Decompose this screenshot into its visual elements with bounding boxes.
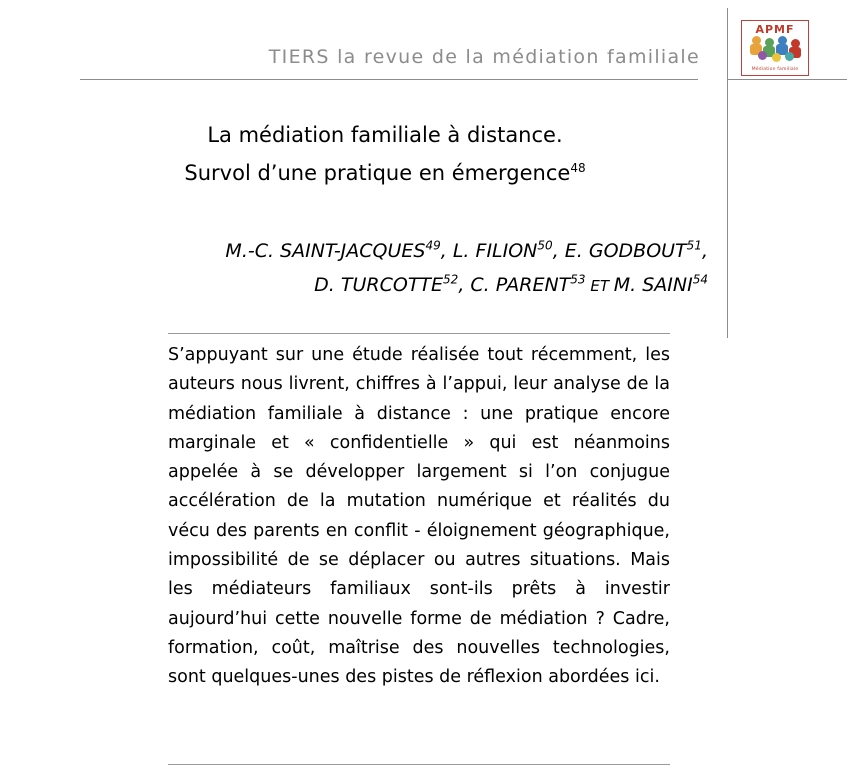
author-list [120,234,708,303]
author-line-2 [120,268,708,303]
article-title-line-2 [60,154,710,192]
author-saint-jacques: M.-C. SAINT-JACQUES [225,240,426,262]
abstract-rule-bottom [168,764,670,765]
article-title-line-2-text: Survol d’une pratique en émergence [184,161,571,185]
header-horizontal-rule [80,79,698,80]
article-title [60,116,710,192]
author-sep-4: , C. PARENT [458,274,571,296]
abstract-text: S’appuyant sur une étude réalisée tout récemment, les auteurs nous livrent, chiffres à l’appui, leur analyse de la médiation familiale à distance : une pratique encore marginale et « confidentielle » qui est néanmoins appelée à se développer largement si l’on conjugue accélération de la mutation numérique et réalités du vécu des parents en conflit - éloignement géographique, impossibilité de se déplacer ou autres situations. Mais les médiateurs familiaux sont-ils prêts à investir aujourd’hui cette nouvelle forme de médiation ? Cadre, formation, coût, maîtrise des nouvelles technologies, sont quelques-unes des pistes de réflexion abordées ici. [168,345,670,688]
author-sep-2: , E. GODBOUT [552,240,687,262]
author-turcotte: D. TURCOTTE [314,274,444,296]
header-right-rule [727,79,847,80]
apmf-logo [741,20,809,76]
article-title-footnote: 48 [570,161,586,175]
header-vertical-rule [727,8,728,338]
author-footnote-49: 49 [425,238,441,253]
author-footnote-53: 53 [570,272,586,287]
logo-wordmark: APMF [755,23,795,36]
author-conjunction: ET [585,277,614,295]
author-footnote-54: 54 [692,272,708,287]
abstract-rule-top [168,333,670,334]
page-header [0,0,847,88]
logo-figure-group [750,36,802,62]
author-line-1 [120,234,708,268]
author-footnote-51: 51 [686,238,702,253]
author-sep-3: , [701,240,708,262]
author-saini: M. SAINI [613,274,693,296]
author-footnote-52: 52 [443,272,459,287]
logo-subtitle: Médiation familiale [751,67,799,72]
author-sep-1: , L. FILION [440,240,538,262]
article-title-line-1: La médiation familiale à distance. [207,123,563,147]
author-footnote-50: 50 [537,238,553,253]
journal-title: TIERS la revue de la médiation familiale [268,46,700,68]
